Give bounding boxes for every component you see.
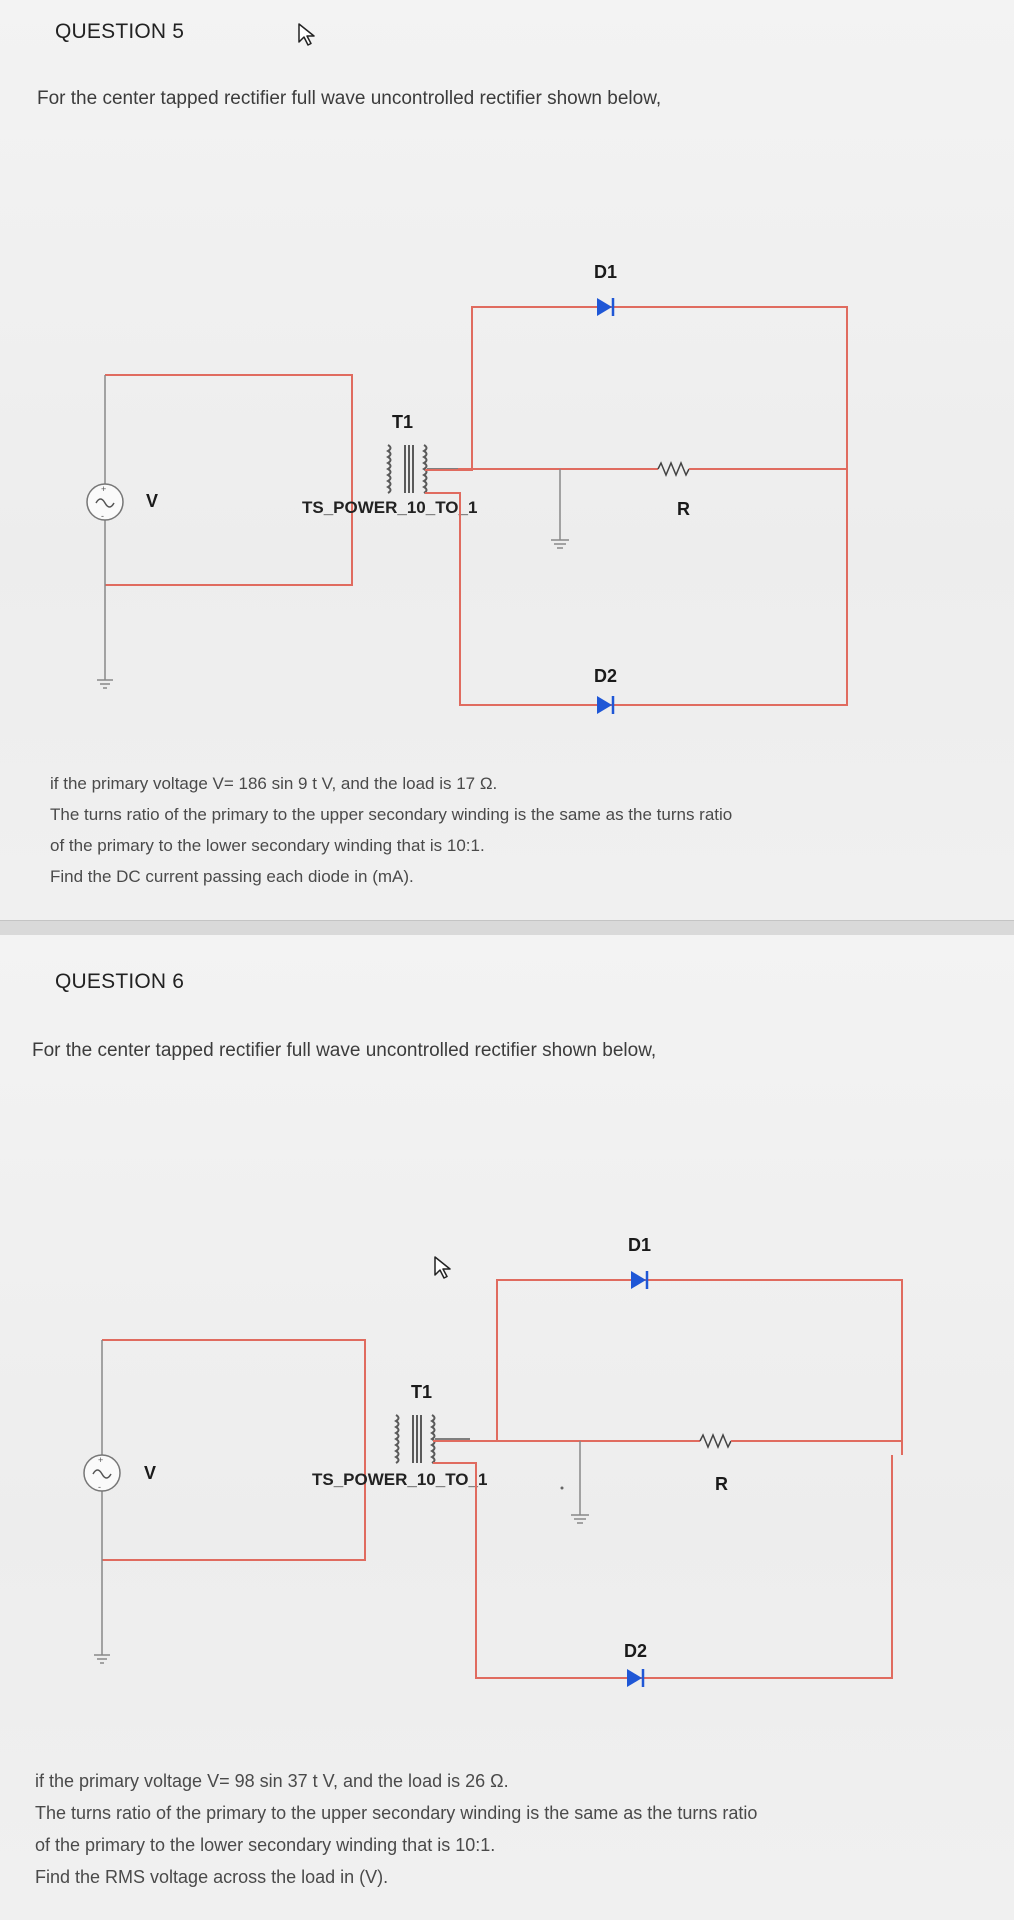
secondary-bottom-wire <box>433 1455 892 1678</box>
body-line: The turns ratio of the primary to the upper secondary winding is the same as the turns ratio <box>50 805 733 824</box>
resistor-icon <box>658 463 689 475</box>
mouse-cursor-icon <box>433 1255 455 1281</box>
source-label: V <box>146 491 159 511</box>
diode-d2-label: D2 <box>624 1641 648 1661</box>
body-line: Find the RMS voltage across the load in (V). <box>35 1867 389 1887</box>
body-line: of the primary to the lower secondary winding that is 10:1. <box>50 836 485 855</box>
question-body <box>35 1765 757 1893</box>
svg-text:+: + <box>101 484 107 494</box>
ground-icon <box>97 680 113 688</box>
transformer-label: T1 <box>392 412 414 432</box>
svg-text:-: - <box>98 1482 101 1492</box>
resistor-icon <box>700 1435 731 1447</box>
transformer-label: T1 <box>411 1382 433 1402</box>
diode-d1-icon <box>631 1271 647 1289</box>
diode-d2-label: D2 <box>594 666 618 686</box>
diode-d1-label: D1 <box>594 262 618 282</box>
load-label: R <box>677 499 690 519</box>
question-6 <box>0 935 1014 1920</box>
diode-d2-icon <box>597 696 613 714</box>
body-line: Find the DC current passing each diode in (mA). <box>50 867 414 886</box>
body-line: if the primary voltage V= 98 sin 37 t V, and the load is 26 Ω. <box>35 1771 509 1791</box>
circuit-diagram <box>0 1205 1014 1695</box>
svg-text:-: - <box>101 511 104 521</box>
secondary-top-wire <box>425 307 847 477</box>
question-5 <box>0 0 1014 920</box>
body-line: of the primary to the lower secondary winding that is 10:1. <box>35 1835 496 1855</box>
diode-d1-icon <box>597 298 613 316</box>
question-body <box>50 768 732 892</box>
ground-icon <box>94 1655 110 1663</box>
body-line: if the primary voltage V= 186 sin 9 t V, and the load is 17 Ω. <box>50 774 498 793</box>
ac-source-icon <box>87 484 123 521</box>
question-title: QUESTION 6 <box>55 970 185 993</box>
diode-d2-icon <box>627 1669 643 1687</box>
primary-wire <box>105 375 352 585</box>
primary-wire <box>102 1340 365 1560</box>
ground-icon <box>551 540 569 548</box>
mouse-cursor-icon <box>297 22 319 48</box>
transformer-model-label: TS_POWER_10_TO_1 <box>302 498 478 517</box>
ground-icon <box>571 1515 589 1523</box>
load-label: R <box>715 1474 728 1494</box>
secondary-bottom-wire <box>425 477 847 705</box>
question-intro: For the center tapped rectifier full wave uncontrolled rectifier shown below, <box>37 88 662 109</box>
source-label: V <box>144 1463 157 1483</box>
svg-text:+: + <box>98 1455 104 1465</box>
diode-d1-label: D1 <box>628 1235 652 1255</box>
transformer-model-label: TS_POWER_10_TO_1 <box>312 1470 488 1489</box>
question-intro: For the center tapped rectifier full wave uncontrolled rectifier shown below, <box>32 1040 657 1061</box>
secondary-top-wire <box>433 1280 902 1455</box>
transformer-icon <box>396 1415 470 1463</box>
circuit-diagram <box>0 250 1014 730</box>
body-line: The turns ratio of the primary to the upper secondary winding is the same as the turns ratio <box>35 1803 758 1823</box>
ac-source-icon <box>84 1455 120 1492</box>
question-title: QUESTION 5 <box>55 20 185 43</box>
